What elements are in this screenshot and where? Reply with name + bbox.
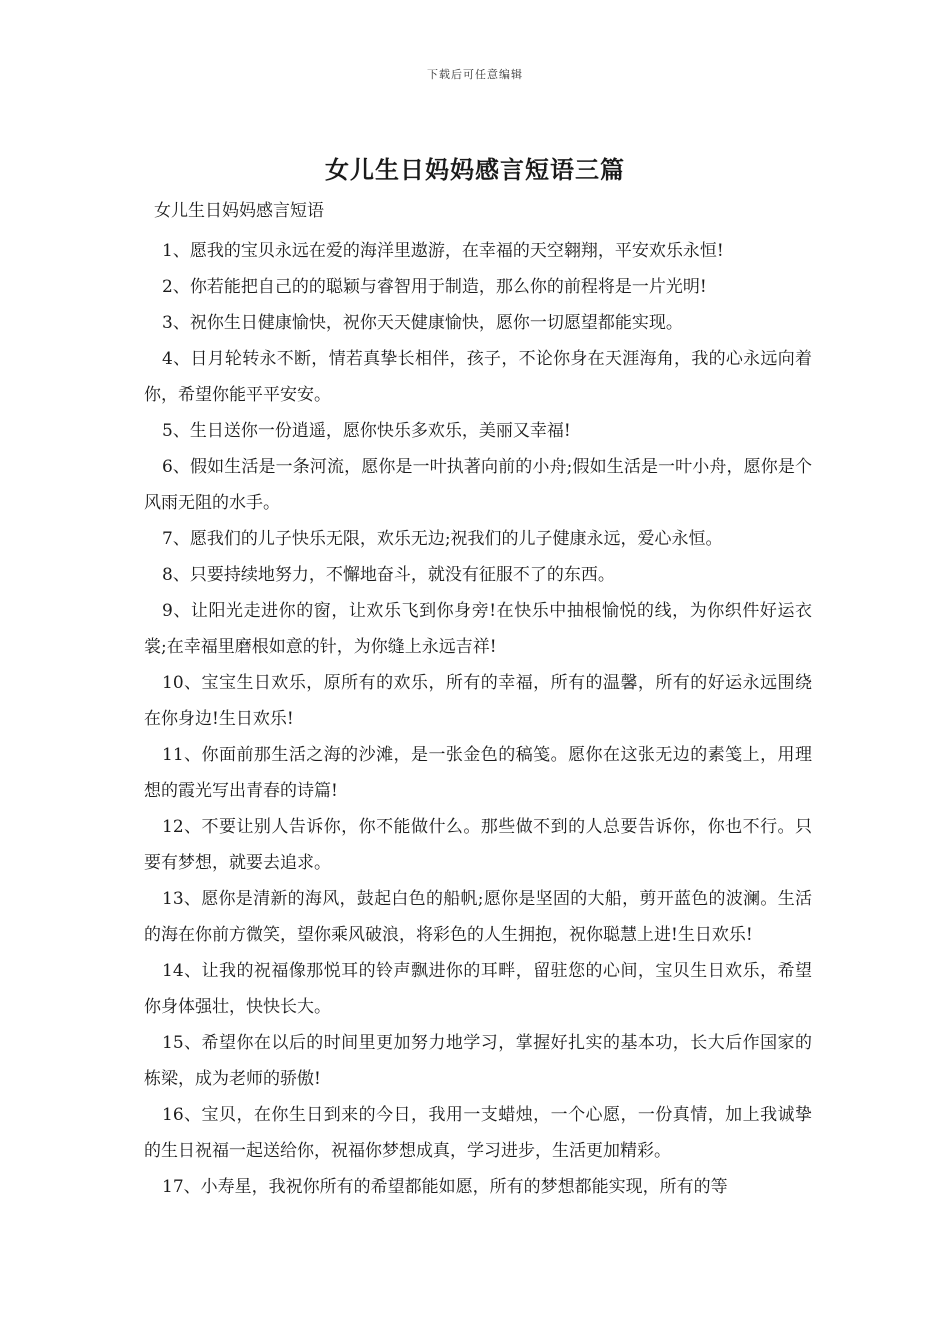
list-item: 6、假如生活是一条河流，愿你是一叶执著向前的小舟;假如生活是一叶小舟，愿你是个风雨无阻的水手。 [144,457,812,513]
list-item: 7、愿我们的儿子快乐无限，欢乐无边;祝我们的儿子健康永远，爱心永恒。 [162,529,723,549]
list-item: 12、不要让别人告诉你，你不能做什么。那些做不到的人总要告诉你，你也不行。只要有梦想，就要去追求。 [144,817,812,873]
list-item: 11、你面前那生活之海的沙滩，是一张金色的稿笺。愿你在这张无边的素笺上，用理想的霞光写出青春的诗篇! [144,745,812,801]
header-note: 下载后可任意编辑 [427,68,523,81]
list-item: 5、生日送你一份逍遥，愿你快乐多欢乐，美丽又幸福! [162,421,571,441]
list-item: 15、希望你在以后的时间里更加努力地学习，掌握好扎实的基本功，长大后作国家的栋梁，成为老师的骄傲! [144,1033,812,1089]
list-item: 17、小寿星，我祝你所有的希望都能如愿，所有的梦想都能实现，所有的等 [162,1177,728,1197]
document-body [144,197,812,1205]
list-item: 16、宝贝，在你生日到来的今日，我用一支蜡烛，一个心愿，一份真情，加上我诚挚的生日祝福一起送给你，祝福你梦想成真，学习进步，生活更加精彩。 [144,1105,812,1161]
list-item: 4、日月轮转永不断，情若真挚长相伴，孩子，不论你身在天涯海角，我的心永远向着你，希望你能平平安安。 [144,349,812,405]
list-item: 8、只要持续地努力，不懈地奋斗，就没有征服不了的东西。 [162,565,615,585]
document-title: 女儿生日妈妈感言短语三篇 [325,155,625,184]
list-item: 3、祝你生日健康愉快，祝你天天健康愉快，愿你一切愿望都能实现。 [162,313,683,333]
list-item: 10、宝宝生日欢乐，原所有的欢乐，所有的幸福，所有的温馨，所有的好运永远围绕在你身边!生日欢乐! [144,673,812,729]
list-item: 13、愿你是清新的海风，鼓起白色的船帆;愿你是坚固的大船，剪开蓝色的波澜。生活的海在你前方微笑，望你乘风破浪，将彩色的人生拥抱，祝你聪慧上进!生日欢乐! [144,889,812,945]
list-item: 1、愿我的宝贝永远在爱的海洋里遨游，在幸福的天空翱翔，平安欢乐永恒! [162,241,724,261]
list-item: 14、让我的祝福像那悦耳的铃声飘进你的耳畔，留驻您的心间，宝贝生日欢乐，希望你身体强壮，快快长大。 [144,961,812,1017]
list-item: 2、你若能把自己的的聪颖与睿智用于制造，那么你的前程将是一片光明! [162,277,707,297]
list-item: 9、让阳光走进你的窗，让欢乐飞到你身旁!在快乐中抽根愉悦的线，为你织件好运衣裳;在幸福里磨根如意的针，为你缝上永远吉祥! [144,601,812,657]
wish-list [144,233,812,1205]
section-subtitle: 女儿生日妈妈感言短语 [154,201,324,221]
